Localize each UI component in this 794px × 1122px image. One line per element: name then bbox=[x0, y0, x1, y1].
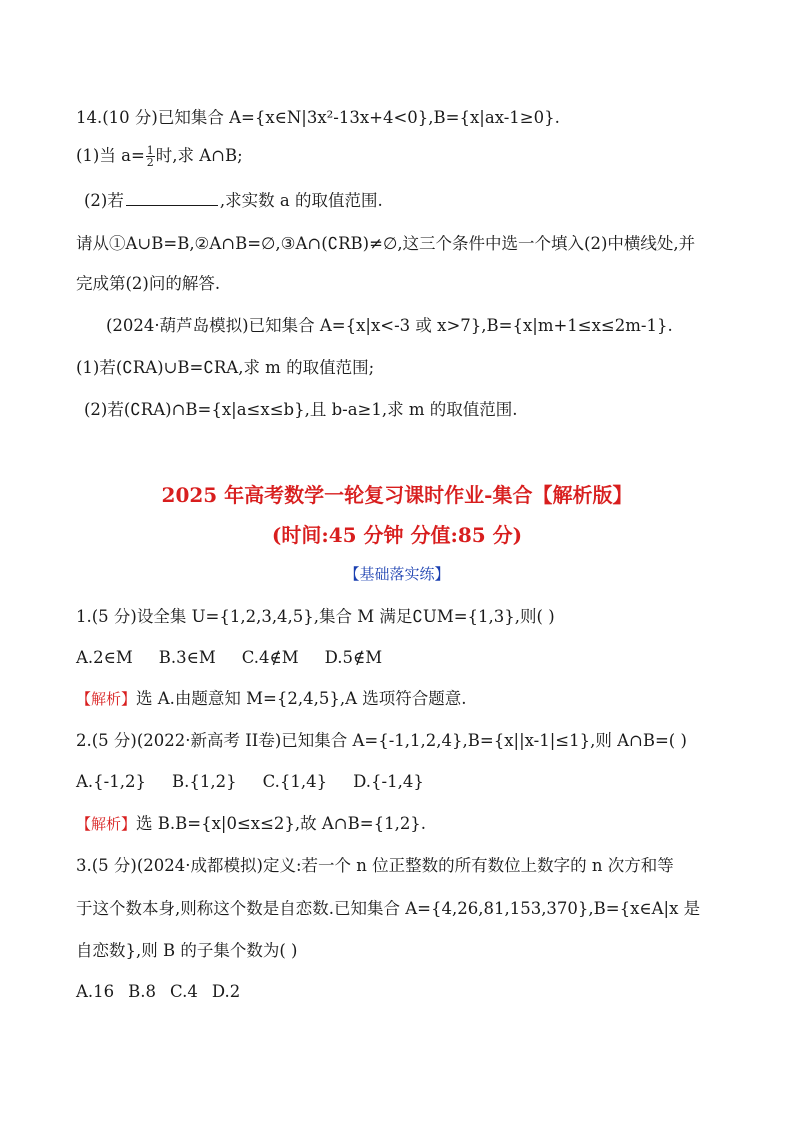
worksheet-subtitle: (时间:45 分钟 分值:85 分) bbox=[271, 523, 523, 547]
problem-14-line-4: 请从①A∪B=B,②A∩B=∅,③A∩(∁RB)≠∅,这三个条件中选一个填入(2)中横线处,并 bbox=[76, 234, 696, 253]
question-3-option-a: A.16 bbox=[76, 982, 115, 1001]
problem-14-line-3 bbox=[84, 190, 734, 212]
question-2-analysis-text: 选 B.B={x|0≤x≤2},故 A∩B={1,2}. bbox=[136, 814, 427, 833]
fraction-denominator: 2 bbox=[146, 156, 154, 169]
question-3-line-3: 自恋数},则 B 的子集个数为( ) bbox=[76, 941, 298, 960]
problem-15-line-1: (2024·葫芦岛模拟)已知集合 A={x|x<-3 或 x>7},B={x|m+1≤x≤2m-1}. bbox=[106, 316, 673, 335]
question-3-option-c: C.4 bbox=[170, 982, 198, 1001]
question-2-option-b: B.{1,2} bbox=[171, 772, 237, 791]
question-1-analysis-text: 选 A.由题意知 M={2,4,5},A 选项符合题意. bbox=[136, 689, 467, 708]
problem-14-line-1: 14.(10 分)已知集合 A={x∈N|3x²-13x+4<0},B={x|ax-1≥0}. bbox=[76, 108, 560, 127]
question-2-stem: 2.(5 分)(2022·新高考 II卷)已知集合 A={-1,1,2,4},B={x||x-1|≤1},则 A∩B=( ) bbox=[76, 731, 687, 750]
question-3-line-1: 3.(5 分)(2024·成都模拟)定义:若一个 n 位正整数的所有数位上数字的 n 次方和等 bbox=[76, 856, 674, 875]
question-1-options bbox=[76, 647, 726, 669]
question-2-option-a: A.{-1,2} bbox=[76, 772, 146, 791]
question-1-option-d: D.5∉M bbox=[324, 648, 383, 667]
fraction-numerator: 1 bbox=[146, 144, 154, 157]
problem-15-line-3: (2)若(∁RA)∩B={x|a≤x≤b},且 b-a≥1,求 m 的取值范围. bbox=[84, 400, 518, 419]
question-1-option-c: C.4∉M bbox=[241, 648, 299, 667]
question-2-options bbox=[76, 771, 726, 793]
question-3-option-d: D.2 bbox=[211, 982, 241, 1001]
problem-14-part2-suffix: ,求实数 a 的取值范围. bbox=[219, 191, 383, 210]
question-3-option-b: B.8 bbox=[128, 982, 157, 1001]
problem-14-part1-suffix: 时,求 A∩B; bbox=[155, 146, 243, 165]
question-2-option-c: C.{1,4} bbox=[262, 772, 328, 791]
question-1-stem: 1.(5 分)设全集 U={1,2,3,4,5},集合 M 满足∁UM={1,3},则( ) bbox=[76, 607, 555, 626]
question-3-line-2: 于这个数本身,则称这个数是自恋数.已知集合 A={4,26,81,153,370},B={x∈A|x 是 bbox=[76, 899, 701, 918]
problem-14-line-2 bbox=[76, 145, 726, 168]
problem-14-part1-prefix: (1)当 a= bbox=[76, 146, 145, 165]
worksheet-title: 2025 年高考数学一轮复习课时作业-集合【解析版】 bbox=[161, 483, 633, 507]
problem-14-line-5: 完成第(2)问的解答. bbox=[76, 274, 221, 293]
answer-blank bbox=[126, 191, 218, 206]
question-1-option-b: B.3∈M bbox=[158, 648, 216, 667]
analysis-tag: 【解析】 bbox=[76, 815, 137, 833]
fraction-one-half bbox=[146, 145, 155, 168]
question-1-analysis bbox=[76, 688, 726, 710]
problem-14-part2-prefix: (2)若 bbox=[84, 191, 124, 210]
problem-15-line-2: (1)若(∁RA)∪B=∁RA,求 m 的取值范围; bbox=[76, 358, 375, 377]
question-1-option-a: A.2∈M bbox=[76, 648, 133, 667]
question-2-option-d: D.{-1,4} bbox=[353, 772, 424, 791]
analysis-tag: 【解析】 bbox=[76, 690, 137, 708]
question-2-analysis bbox=[76, 813, 726, 835]
question-3-options bbox=[76, 981, 726, 1003]
section-label: 【基础落实练】 bbox=[344, 565, 450, 583]
